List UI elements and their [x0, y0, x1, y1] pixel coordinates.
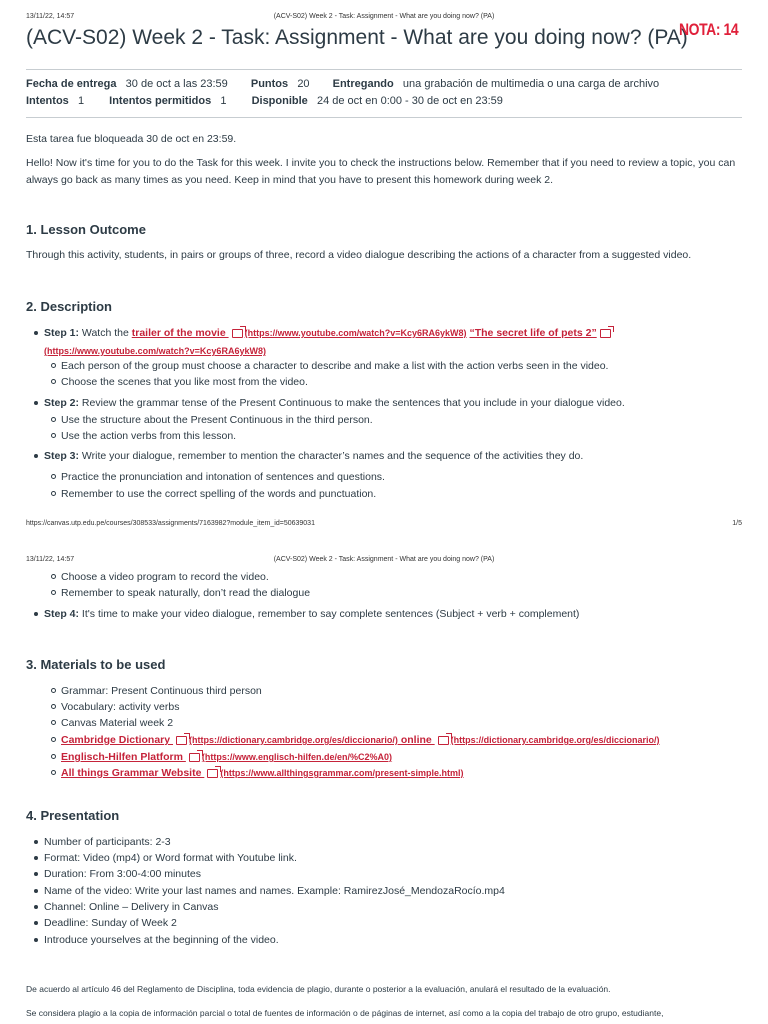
available-value: 24 de oct en 0:00 - 30 de oct en 23:59	[316, 95, 503, 107]
submitting-label: Entregando	[332, 78, 394, 90]
step-text: It's time to make your video dialogue, remember to say complete sentences (Subject + verb + complement)	[79, 608, 580, 620]
external-link-icon	[189, 753, 200, 762]
attempts-value: 1	[77, 95, 85, 107]
attempts-label: Intentos	[26, 95, 69, 107]
step-1-url-line	[44, 343, 266, 359]
movie-url-link[interactable]: (https://www.youtube.com/watch?v=Kcy6RA6ykW8)	[44, 346, 266, 356]
step-2	[44, 395, 625, 411]
due-value: 30 de oct a las 23:59	[125, 78, 228, 90]
print-date: 13/11/22, 14:57	[26, 13, 75, 20]
assignment-meta-row-2	[26, 95, 503, 107]
step-label: Step 4:	[44, 608, 80, 620]
list-item: Use the action verbs from this lesson.	[61, 430, 237, 442]
allowed-value: 1	[220, 95, 227, 107]
list-item: Use the structure about the Present Continuous in the third person.	[61, 414, 373, 426]
section-heading: 3. Materials to be used	[26, 657, 166, 672]
step-text: Review the grammar tense of the Present Continuous to make the sentences that you include in your dialogue video.	[79, 397, 625, 409]
locked-note: Esta tarea fue bloqueada 30 de oct en 23:59.	[26, 133, 237, 145]
submitting-value: una grabación de multimedia o una carga de archivo	[402, 78, 660, 90]
cambridge-url-link-2[interactable]: (https://dictionary.cambridge.org/es/diccionario/)	[450, 735, 660, 745]
list-item: Grammar: Present Continuous third person	[61, 685, 262, 697]
step-label: Step 3:	[44, 450, 80, 462]
step-1	[44, 325, 613, 341]
hilfen-url-link[interactable]: (https://www.englisch-hilfen.de/en/%C2%A0)	[201, 752, 393, 762]
due-label: Fecha de entrega	[26, 78, 117, 90]
hilfen-link[interactable]: Englisch-Hilfen Platform	[61, 751, 186, 763]
list-item: Practice the pronunciation and intonation of sentences and questions.	[61, 471, 385, 483]
external-link-icon	[438, 736, 449, 745]
external-link-icon	[232, 329, 243, 338]
plagiarism-definition: Se considera plagio a la copia de información parcial o total de fuentes de información o de páginas de internet, así como a la copia del trabajo de otro grupo, estudiante,	[26, 1008, 664, 1018]
step-label: Step 1:	[44, 327, 80, 339]
allowed-label: Intentos permitidos	[109, 95, 212, 107]
step-text: Watch the	[79, 327, 132, 339]
step-3	[44, 448, 583, 464]
list-item: Each person of the group must choose a character to describe and make a list with the action verbs seen in the video.	[61, 360, 609, 372]
section-heading: 4. Presentation	[26, 808, 120, 823]
list-item: Canvas Material week 2	[61, 717, 174, 729]
cambridge-url-link[interactable]: (https://dictionary.cambridge.org/es/diccionario/)	[189, 735, 398, 745]
list-item: Remember to use the correct spelling of the words and punctuation.	[61, 488, 377, 500]
step-text: Write your dialogue, remember to mention the character’s names and the sequence of the activities they do.	[79, 450, 584, 462]
print-date: 13/11/22, 14:57	[26, 556, 75, 563]
list-item: Number of participants: 2-3	[44, 836, 171, 848]
allthingsgrammar-url-link[interactable]: (https://www.allthingsgrammar.com/present-simple.html)	[220, 768, 464, 778]
assignment-meta-row-1	[26, 78, 659, 90]
list-item: Name of the video: Write your last names and names. Example: RamirezJosé_MendozaRocío.mp4	[44, 885, 505, 897]
external-link-icon	[207, 769, 218, 778]
cambridge-link[interactable]: Cambridge Dictionary	[61, 734, 174, 746]
list-item: Remember to speak naturally, don’t read the dialogue	[61, 587, 311, 599]
list-item-grammar	[61, 765, 464, 781]
page-title: (ACV-S02) Week 2 - Task: Assignment - What are you doing now? (PA)	[26, 26, 688, 49]
allthingsgrammar-link[interactable]: All things Grammar Website	[61, 767, 205, 779]
points-label: Puntos	[250, 78, 289, 90]
section-heading: 1. Lesson Outcome	[26, 222, 146, 237]
step-label: Step 2:	[44, 397, 80, 409]
list-item: Choose a video program to record the video.	[61, 571, 269, 583]
external-link-icon	[176, 736, 187, 745]
list-item: Vocabulary: activity verbs	[61, 701, 180, 713]
list-item-cambridge	[61, 732, 660, 748]
list-item: Duration: From 3:00-4:00 minutes	[44, 868, 201, 880]
trailer-link[interactable]: trailer of the movie	[131, 327, 229, 339]
trailer-url-link[interactable]: (https://www.youtube.com/watch?v=Kcy6RA6ykW8)	[244, 328, 467, 338]
list-item: Channel: Online – Delivery in Canvas	[44, 901, 219, 913]
print-title: (ACV-S02) Week 2 - Task: Assignment - What are you doing now? (PA)	[273, 13, 495, 20]
lesson-outcome-text: Through this activity, students, in pairs or groups of three, record a video dialogue describing the actions of a character from a suggested video.	[26, 249, 692, 261]
list-item: Format: Video (mp4) or Word format with Youtube link.	[44, 852, 297, 864]
divider	[26, 69, 742, 70]
section-heading: 2. Description	[26, 299, 112, 314]
plagiarism-notice: De acuerdo al artículo 46 del Reglamento de Disciplina, toda evidencia de plagio, durante o posterior a la evaluación, anulará el resultado de la evaluación.	[26, 984, 611, 994]
grade-note: NOTA: 14	[679, 20, 739, 39]
points-value: 20	[297, 78, 310, 90]
intro-paragraph: Hello! Now it's time for you to do the Task for this week. I invite you to check the instructions below. Remember that if you need to review a topic, you can always go back as many times as you need. Keep in mind that you have to present this homework during week 2.	[26, 157, 736, 186]
external-link-icon	[600, 329, 611, 338]
divider	[26, 117, 742, 118]
list-item: Deadline: Sunday of Week 2	[44, 917, 177, 929]
online-link[interactable]: online	[397, 734, 435, 746]
list-item: Introduce yourselves at the beginning of the video.	[44, 934, 279, 946]
step-4	[44, 606, 579, 622]
print-title: (ACV-S02) Week 2 - Task: Assignment - What are you doing now? (PA)	[273, 556, 495, 563]
page-number: 1/5	[732, 520, 742, 527]
list-item-hilfen	[61, 749, 392, 765]
print-url: https://canvas.utp.edu.pe/courses/308533/assignments/7163982?module_item_id=50639031	[26, 520, 315, 527]
list-item: Choose the scenes that you like most from the video.	[61, 376, 308, 388]
movie-title-link[interactable]: “The secret life of pets 2”	[469, 327, 597, 339]
available-label: Disponible	[251, 95, 308, 107]
